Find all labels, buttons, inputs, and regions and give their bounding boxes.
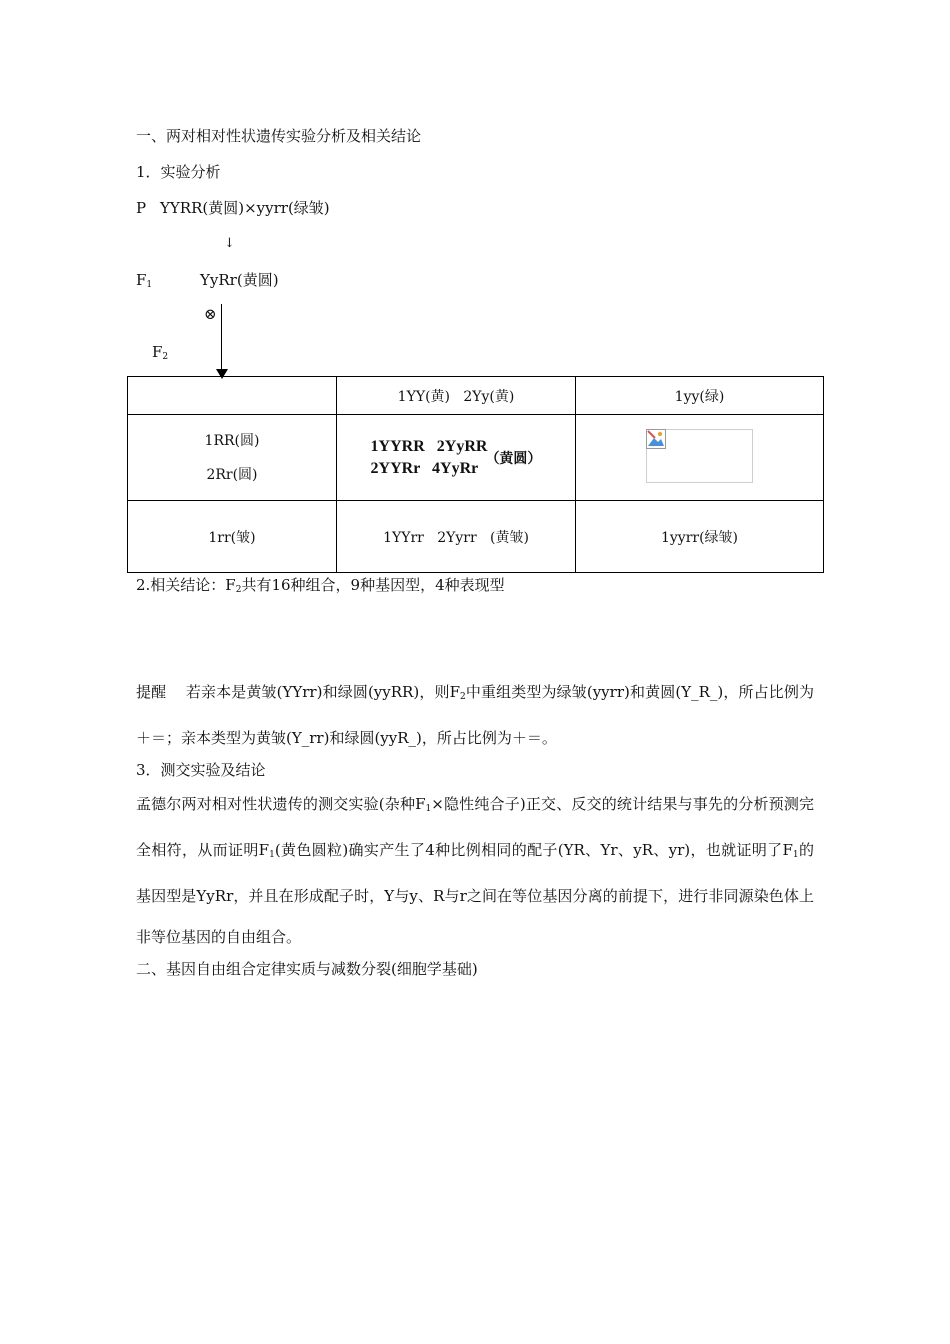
yellow-wrinkled-cell: 1YYrr 2Yyrr (黄皱)	[337, 501, 576, 573]
small-down-arrow-icon: ↓	[224, 236, 235, 251]
section-1-title: 一、两对相对性状遗传实验分析及相关结论	[136, 127, 422, 145]
image-placeholder	[646, 429, 753, 483]
conclusion-text: 2.相关结论：$F_2$共有16种组合，9种基因型，4种表现型	[136, 576, 505, 595]
long-down-arrow-icon	[221, 304, 222, 370]
header-empty-cell	[128, 377, 337, 415]
f2-label: $F_2$	[152, 343, 169, 362]
table-row	[128, 501, 824, 573]
table-header-row	[128, 377, 824, 415]
tip-paragraph: 提醒 若亲本是黄皱(YYrr)和绿圆(yyRR)，则$F_2$中重组类型为绿皱(yyrr)和黄圆(Y_R_)，所占比例为＋＝；亲本类型为黄皱(Y_rr)和绿圆(yyR_)，所占比例为＋＝。	[136, 683, 814, 747]
p-generation-cross: YYRR(黄圆)×yyrr(绿皱)	[160, 199, 330, 217]
f1-genotype: YyRr(黄圆)	[200, 271, 279, 289]
p-generation-label: P	[136, 199, 147, 217]
table-row	[128, 415, 824, 501]
row-label-wrinkled: 1rr(皱)	[128, 501, 337, 573]
self-cross-symbol: ⊗	[204, 305, 217, 323]
green-round-cell	[576, 415, 824, 501]
f1-label: $F_1$	[136, 271, 153, 290]
header-green: 1yy(绿)	[576, 377, 824, 415]
row-label-round: 1RR(圆) 2Rr(圆)	[128, 415, 337, 501]
testcross-paragraph: 孟德尔两对相对性状遗传的测交实验(杂种$F_1\times$隐性纯合子)正交、反交的统计结果与事先的分析预测完全相符，从而证明$F_1$(黄色圆粒)确实产生了4种比例相同的配子(YR、Yr、yR、yr)，也就证明了$F_1$的基因型是YyRr，并且在形成配子时，Y与y、R与r之间在等位基因分离的前提下，进行非同源染色体上非等位基因的自由组合。	[136, 795, 814, 946]
section-2-title: 二、基因自由组合定律实质与减数分裂(细胞学基础)	[136, 960, 478, 978]
broken-image-icon	[646, 429, 666, 449]
punnett-table	[127, 376, 824, 573]
green-wrinkled-cell: 1yyrr(绿皱)	[576, 501, 824, 573]
yellow-round-cell: 1YYRR 2YyRR 2YYRr 4YyRr （黄圆）	[337, 415, 576, 501]
subsection-1-title: 1．实验分析	[136, 163, 221, 181]
header-yellow: 1YY(黄) 2Yy(黄)	[337, 377, 576, 415]
subsection-3-title: 3．测交实验及结论	[136, 761, 266, 779]
